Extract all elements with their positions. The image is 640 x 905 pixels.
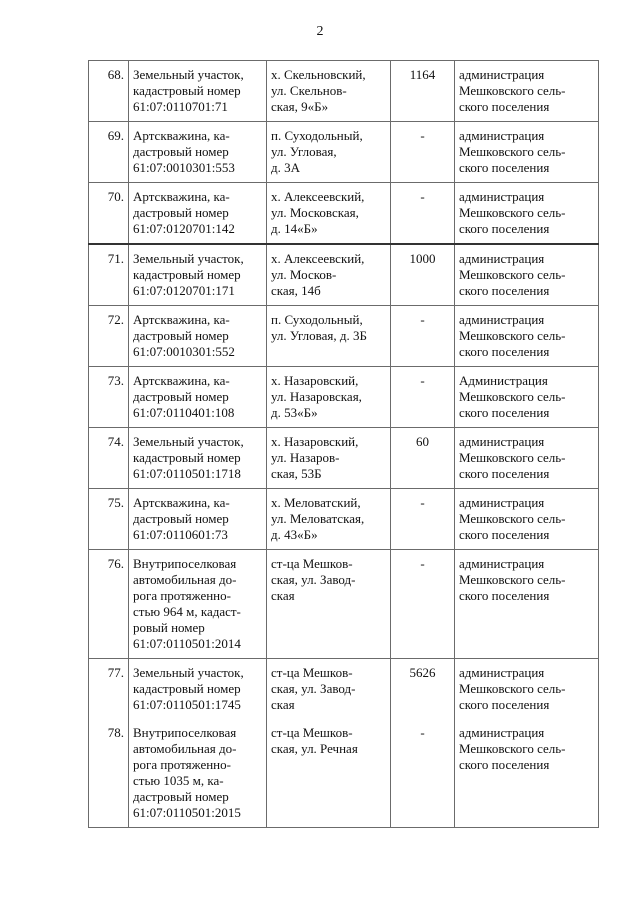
- owner-line: администрация: [459, 189, 545, 204]
- owner-line: администрация: [459, 434, 545, 449]
- table-row: [89, 183, 599, 245]
- object-name-line: 61:07:0010301:552: [133, 344, 235, 359]
- area-value: -: [391, 122, 455, 183]
- area-value: -: [391, 306, 455, 367]
- object-name-line: стью 964 м, кадаст-: [133, 604, 241, 619]
- owner-line: ского поселения: [459, 588, 550, 603]
- registry-body: [89, 61, 599, 828]
- object-name-line: дастровый номер: [133, 511, 229, 526]
- owner-line: Мешковского сель-: [459, 681, 566, 696]
- row-number: 76.: [89, 550, 129, 659]
- owner-line: администрация: [459, 556, 545, 571]
- owner-line: администрация: [459, 312, 545, 327]
- object-name-line: Артскважина, ка-: [133, 128, 230, 143]
- owner-line: Мешковского сель-: [459, 511, 566, 526]
- owner-line: Администрация: [459, 373, 548, 388]
- address-cell: [267, 183, 391, 245]
- object-name-cell: [129, 550, 267, 659]
- address-line: д. 3А: [271, 160, 301, 175]
- area-value: -: [391, 489, 455, 550]
- address-line: х. Назаровский,: [271, 434, 359, 449]
- object-name-cell: [129, 306, 267, 367]
- address-line: д. 43«Б»: [271, 527, 318, 542]
- object-name-line: 61:07:0110601:73: [133, 527, 228, 542]
- owner-line: ского поселения: [459, 405, 550, 420]
- object-name-line: Внутрипоселковая: [133, 556, 237, 571]
- owner-line: Мешковского сель-: [459, 741, 566, 756]
- object-name-line: 61:07:0110501:2014: [133, 636, 241, 651]
- object-name-line: кадастровый номер: [133, 681, 241, 696]
- object-name-line: автомобильная до-: [133, 741, 237, 756]
- address-line: п. Суходольный,: [271, 312, 363, 327]
- address-line: ул. Меловатская,: [271, 511, 365, 526]
- object-name-line: дастровый номер: [133, 789, 229, 804]
- owner-line: ского поселения: [459, 160, 550, 175]
- address-cell: [267, 122, 391, 183]
- address-line: ская, 14б: [271, 283, 321, 298]
- owner-cell: [455, 489, 599, 550]
- owner-line: ского поселения: [459, 527, 550, 542]
- owner-line: администрация: [459, 67, 545, 82]
- object-name-line: 61:07:0110501:1718: [133, 466, 241, 481]
- address-line: ст-ца Мешков-: [271, 556, 353, 571]
- address-line: ул. Назаровская,: [271, 389, 362, 404]
- object-name-cell: [129, 183, 267, 245]
- object-name-line: Внутрипоселковая: [133, 725, 237, 740]
- owner-cell: [455, 183, 599, 245]
- address-line: ская: [271, 588, 295, 603]
- object-name-line: стью 1035 м, ка-: [133, 773, 224, 788]
- address-line: ст-ца Мешков-: [271, 725, 353, 740]
- table-row: [89, 244, 599, 306]
- object-name-line: 61:07:0110501:2015: [133, 805, 241, 820]
- table-row: [89, 659, 599, 720]
- row-number: 75.: [89, 489, 129, 550]
- owner-line: администрация: [459, 725, 545, 740]
- owner-cell: [455, 719, 599, 828]
- owner-line: ского поселения: [459, 344, 550, 359]
- address-line: ул. Москов-: [271, 267, 337, 282]
- object-name-line: дастровый номер: [133, 205, 229, 220]
- owner-cell: [455, 550, 599, 659]
- area-value: -: [391, 183, 455, 245]
- address-line: х. Алексеевский,: [271, 189, 365, 204]
- address-line: х. Назаровский,: [271, 373, 359, 388]
- area-value: -: [391, 719, 455, 828]
- owner-line: ского поселения: [459, 99, 550, 114]
- row-number: 73.: [89, 367, 129, 428]
- row-number: 71.: [89, 244, 129, 306]
- table-row: [89, 489, 599, 550]
- row-number: 69.: [89, 122, 129, 183]
- row-number: 70.: [89, 183, 129, 245]
- owner-line: ского поселения: [459, 466, 550, 481]
- owner-line: Мешковского сель-: [459, 144, 566, 159]
- object-name-line: Артскважина, ка-: [133, 312, 230, 327]
- object-name-line: дастровый номер: [133, 389, 229, 404]
- row-number: 77.: [89, 659, 129, 720]
- object-name-line: кадастровый номер: [133, 267, 241, 282]
- object-name-line: рога протяженно-: [133, 588, 231, 603]
- address-cell: [267, 659, 391, 720]
- address-line: ул. Назаров-: [271, 450, 340, 465]
- area-value: 60: [391, 428, 455, 489]
- address-cell: [267, 244, 391, 306]
- owner-line: Мешковского сель-: [459, 267, 566, 282]
- owner-line: Мешковского сель-: [459, 450, 566, 465]
- row-number: 68.: [89, 61, 129, 122]
- owner-line: Мешковского сель-: [459, 83, 566, 98]
- address-cell: [267, 428, 391, 489]
- object-name-cell: [129, 122, 267, 183]
- address-line: х. Меловатский,: [271, 495, 361, 510]
- object-name-cell: [129, 61, 267, 122]
- object-name-line: 61:07:0010301:553: [133, 160, 235, 175]
- object-name-line: Артскважина, ка-: [133, 495, 230, 510]
- address-line: ская, ул. Завод-: [271, 572, 356, 587]
- object-name-line: 61:07:0110701:71: [133, 99, 228, 114]
- owner-line: администрация: [459, 251, 545, 266]
- property-registry-table: [88, 60, 599, 828]
- row-number: 78.: [89, 719, 129, 828]
- object-name-cell: [129, 428, 267, 489]
- owner-line: администрация: [459, 665, 545, 680]
- address-line: х. Скельновский,: [271, 67, 366, 82]
- area-value: 1164: [391, 61, 455, 122]
- owner-cell: [455, 61, 599, 122]
- owner-cell: [455, 659, 599, 720]
- table-row: [89, 122, 599, 183]
- area-value: -: [391, 367, 455, 428]
- object-name-line: дастровый номер: [133, 328, 229, 343]
- address-line: ская, 9«Б»: [271, 99, 329, 114]
- address-line: п. Суходольный,: [271, 128, 363, 143]
- address-line: ст-ца Мешков-: [271, 665, 353, 680]
- object-name-line: Земельный участок,: [133, 434, 244, 449]
- object-name-line: Земельный участок,: [133, 665, 244, 680]
- address-line: д. 14«Б»: [271, 221, 318, 236]
- area-value: 5626: [391, 659, 455, 720]
- owner-line: Мешковского сель-: [459, 389, 566, 404]
- object-name-cell: [129, 367, 267, 428]
- address-line: ская: [271, 697, 295, 712]
- address-line: ская, ул. Речная: [271, 741, 358, 756]
- owner-line: администрация: [459, 128, 545, 143]
- owner-line: Мешковского сель-: [459, 572, 566, 587]
- address-line: ская, 53Б: [271, 466, 322, 481]
- table-row: [89, 428, 599, 489]
- object-name-line: Артскважина, ка-: [133, 373, 230, 388]
- object-name-line: Земельный участок,: [133, 67, 244, 82]
- object-name-line: 61:07:0120701:142: [133, 221, 235, 236]
- address-line: ул. Угловая,: [271, 144, 337, 159]
- owner-line: ского поселения: [459, 283, 550, 298]
- address-line: ул. Угловая, д. 3Б: [271, 328, 367, 343]
- object-name-cell: [129, 244, 267, 306]
- row-number: 72.: [89, 306, 129, 367]
- table-row: [89, 306, 599, 367]
- owner-line: ского поселения: [459, 221, 550, 236]
- owner-line: администрация: [459, 495, 545, 510]
- address-line: ул. Московская,: [271, 205, 359, 220]
- address-cell: [267, 719, 391, 828]
- address-cell: [267, 367, 391, 428]
- owner-line: Мешковского сель-: [459, 328, 566, 343]
- owner-cell: [455, 244, 599, 306]
- table-row: [89, 550, 599, 659]
- object-name-cell: [129, 659, 267, 720]
- owner-line: Мешковского сель-: [459, 205, 566, 220]
- row-number: 74.: [89, 428, 129, 489]
- address-cell: [267, 61, 391, 122]
- address-cell: [267, 489, 391, 550]
- owner-cell: [455, 122, 599, 183]
- object-name-line: 61:07:0110501:1745: [133, 697, 241, 712]
- area-value: 1000: [391, 244, 455, 306]
- owner-cell: [455, 428, 599, 489]
- object-name-line: рога протяженно-: [133, 757, 231, 772]
- address-line: ская, ул. Завод-: [271, 681, 356, 696]
- table-row: [89, 367, 599, 428]
- object-name-line: дастровый номер: [133, 144, 229, 159]
- object-name-line: 61:07:0120701:171: [133, 283, 235, 298]
- address-cell: [267, 306, 391, 367]
- page-number: 2: [316, 24, 324, 39]
- table-row: [89, 61, 599, 122]
- object-name-cell: [129, 719, 267, 828]
- object-name-line: Артскважина, ка-: [133, 189, 230, 204]
- object-name-line: Земельный участок,: [133, 251, 244, 266]
- address-line: ул. Скельнов-: [271, 83, 347, 98]
- address-line: х. Алексеевский,: [271, 251, 365, 266]
- owner-line: ского поселения: [459, 697, 550, 712]
- address-line: д. 53«Б»: [271, 405, 318, 420]
- object-name-line: 61:07:0110401:108: [133, 405, 235, 420]
- table-row: [89, 719, 599, 828]
- object-name-cell: [129, 489, 267, 550]
- owner-line: ского поселения: [459, 757, 550, 772]
- object-name-line: кадастровый номер: [133, 83, 241, 98]
- owner-cell: [455, 367, 599, 428]
- area-value: -: [391, 550, 455, 659]
- address-cell: [267, 550, 391, 659]
- object-name-line: кадастровый номер: [133, 450, 241, 465]
- object-name-line: автомобильная до-: [133, 572, 237, 587]
- object-name-line: ровый номер: [133, 620, 205, 635]
- owner-cell: [455, 306, 599, 367]
